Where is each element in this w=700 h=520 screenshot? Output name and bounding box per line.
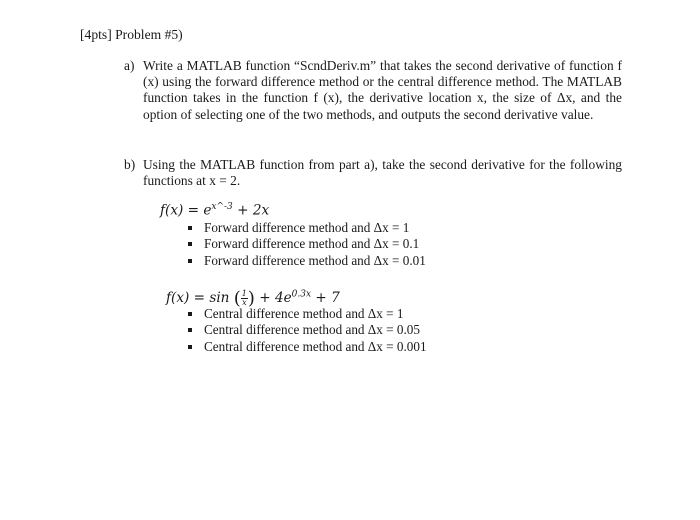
- list-item: Forward difference method and Δx = 1: [186, 220, 426, 236]
- list-item: Forward difference method and Δx = 0.01: [186, 253, 426, 269]
- function-1-suffix: + 2x: [232, 202, 270, 219]
- fraction-numerator: 1: [241, 289, 247, 298]
- list-item: Central difference method and Δx = 0.001: [186, 339, 427, 355]
- fraction-denominator: x: [242, 298, 247, 307]
- part-a-label: a): [124, 58, 135, 73]
- left-paren: (: [233, 288, 241, 309]
- list-item: Forward difference method and Δx = 0.1: [186, 236, 426, 252]
- problem-header: [4pts] Problem #5): [80, 27, 183, 42]
- list-item: Central difference method and Δx = 0.05: [186, 322, 427, 338]
- function-1-exponent: x^-3: [211, 202, 233, 212]
- function-2-middle: + 4e: [254, 290, 292, 306]
- part-a-text: Write a MATLAB function “ScndDeriv.m” that takes the second derivative of function f (x) using the forward difference method or the central difference method. The MATLAB function takes in the function f (x), the derivative location x, the size of Δx, and the option of selecting one of the two methods, and outputs the second derivative value.: [143, 58, 622, 122]
- part-a: [124, 58, 622, 123]
- function-2-prefix: f(x) = sin: [166, 290, 230, 306]
- right-paren: ): [247, 288, 255, 309]
- function-1-equation: [160, 202, 269, 219]
- part-b-text: Using the MATLAB function from part a), take the second derivative for the following functions at x = 2.: [143, 157, 622, 189]
- function-2-methods-list: [186, 306, 427, 355]
- fraction: [241, 290, 248, 307]
- function-2-exponent: 0.3x: [291, 289, 312, 300]
- function-1-prefix: f(x) = e: [160, 202, 212, 219]
- part-b-label: b): [124, 157, 136, 172]
- function-2-suffix: + 7: [311, 290, 340, 306]
- function-1-methods-list: [186, 220, 426, 269]
- list-item: Central difference method and Δx = 1: [186, 306, 427, 322]
- part-b: [124, 157, 622, 189]
